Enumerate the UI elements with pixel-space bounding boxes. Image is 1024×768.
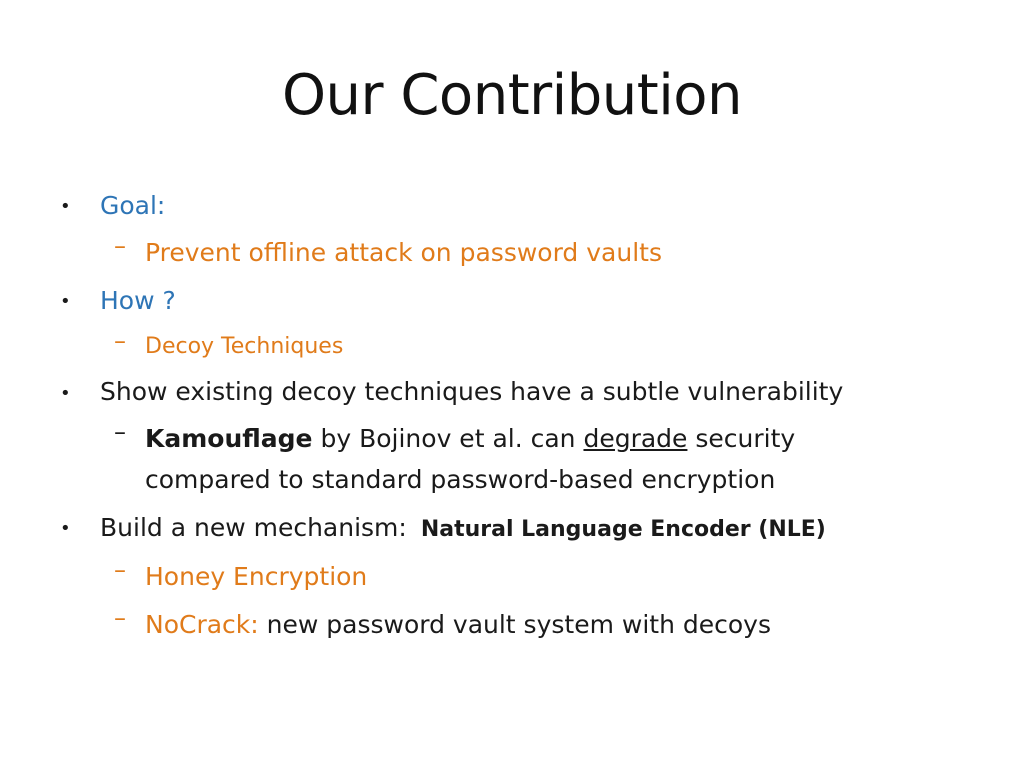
sub-bullet-prevent: Prevent offline attack on password vaults — [145, 238, 662, 267]
kamouflage-text: by Bojinov et al. can — [312, 424, 584, 453]
bullet-icon: • — [60, 383, 71, 404]
kamouflage-label: Kamouflage — [145, 424, 313, 453]
bullet-icon: • — [60, 196, 71, 217]
sub-bullet-kamouflage — [145, 419, 795, 459]
degrade-underlined: degrade — [583, 424, 688, 453]
bullet-goal: Goal: — [100, 191, 166, 220]
dash-icon: – — [114, 327, 126, 355]
bullet-build-mechanism — [100, 508, 826, 550]
nocrack-label: NoCrack: — [145, 610, 259, 639]
sub-bullet-nocrack — [145, 605, 771, 645]
sub-bullet-kamouflage-continuation: compared to standard password-based encryption — [145, 465, 776, 494]
nocrack-text: new password vault system with decoys — [258, 610, 771, 639]
sub-bullet-honey-encryption: Honey Encryption — [145, 562, 368, 591]
dash-icon: – — [114, 556, 126, 584]
slide-title: Our Contribution — [281, 63, 743, 128]
dash-icon: – — [114, 232, 126, 260]
build-mechanism-text: Build a new mechanism: — [100, 513, 407, 542]
dash-icon: – — [114, 418, 126, 446]
bullet-icon: • — [60, 518, 71, 539]
bullet-how: How ? — [100, 286, 176, 315]
dash-icon: – — [114, 604, 126, 632]
kamouflage-security: security — [687, 424, 796, 453]
sub-bullet-decoy: Decoy Techniques — [145, 334, 344, 359]
nle-label: Natural Language Encoder (NLE) — [420, 517, 826, 542]
bullet-icon: • — [60, 291, 71, 312]
bullet-show-vulnerability: Show existing decoy techniques have a subtle vulnerability — [100, 377, 844, 406]
